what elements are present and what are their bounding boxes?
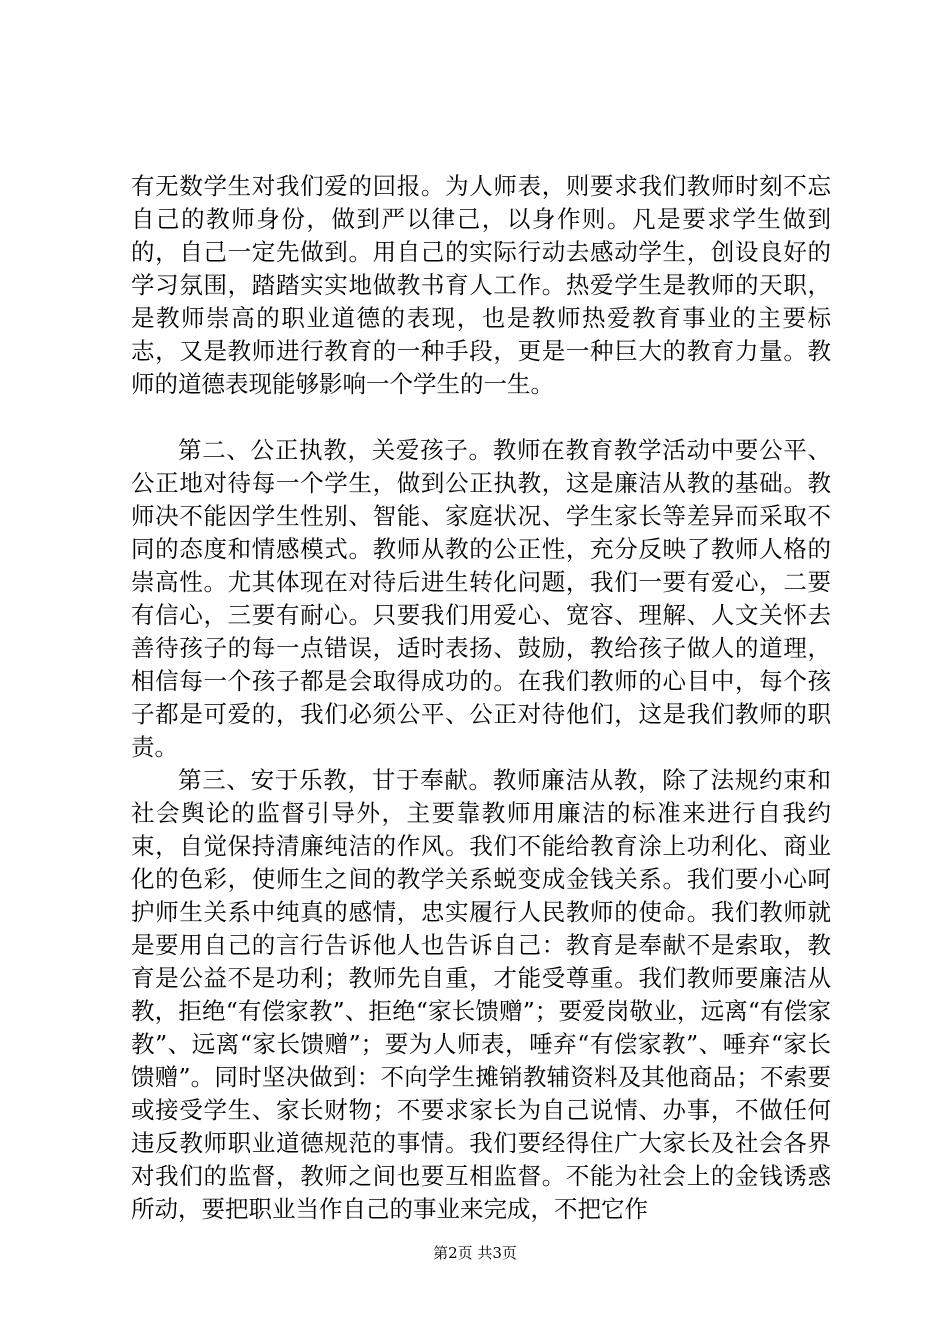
paragraph-continuation: 有无数学生对我们爱的回报。为人师表，则要求我们教师时刻不忘自己的教师身份，做到严以律己，以身作则。凡是要求学生做到的，自己一定先做到。用自己的实际行动去感动学生，创设良好的学习氛围，踏踏实实地做教书育人工作。热爱学生是教师的天职，是教师崇高的职业道德的表现，也是教师热爱教育事业的主要标志，又是教师进行教育的一种手段，更是一种巨大的教育力量。教师的道德表现能够影响一个学生的一生。 xyxy=(131,172,831,398)
page-number-footer: 第2页 共3页 xyxy=(433,1244,517,1262)
paragraph-fair-teaching: 第二、公正执教，关爱孩子。教师在教育教学活动中要公平、公正地对待每一个学生，做到公正执教，这是廉洁从教的基础。教师决不能因学生性别、智能、家庭状况、学生家长等差异而采取不同的态度和情感模式。教师从教的公正性，充分反映了教师人格的崇高性。尤其体现在对待后进生转化问题，我们一要有爱心，二要有信心，三要有耐心。只要我们用爱心、宽容、理解、人文关怀去善待孩子的每一点错误，适时表扬、鼓励，教给孩子做人的道理，相信每一个孩子都是会取得成功的。在我们教师的心目中，每个孩子都是可爱的，我们必须公平、公正对待他们，这是我们教师的职责。 xyxy=(131,436,831,761)
document-body xyxy=(131,170,831,1226)
paragraph-gap xyxy=(131,401,831,434)
paragraph-dedication: 第三、安于乐教，甘于奉献。教师廉洁从教，除了法规约束和社会舆论的监督引导外，主要靠教师用廉洁的标准来进行自我约束，自觉保持清廉纯洁的作风。我们不能给教育涂上功利化、商业化的色彩，使师生之间的教学关系蜕变成金钱关系。我们要小心呵护师生关系中纯真的感情，忠实履行人民教师的使命。我们教师就是要用自己的言行告诉他人也告诉自己：教育是奉献不是索取，教育是公益不是功利；教师先自重，才能受尊重。我们教师要廉洁从教，拒绝“有偿家教”、拒绝“家长馈赠”；要爱岗敬业，远离“有偿家教”、远离“家长馈赠”；要为人师表，唾弃“有偿家教”、唾弃“家长馈赠”。同时坚决做到：不向学生摊销教辅资料及其他商品；不索要或接受学生、家长财物；不要求家长为自己说情、办事，不做任何违反教师职业道德规范的事情。我们要经得住广大家长及社会各界对我们的监督，教师之间也要互相监督。不能为社会上的金钱诱惑所动，要把职业当作自己的事业来完成，不把它作 xyxy=(131,766,831,1223)
